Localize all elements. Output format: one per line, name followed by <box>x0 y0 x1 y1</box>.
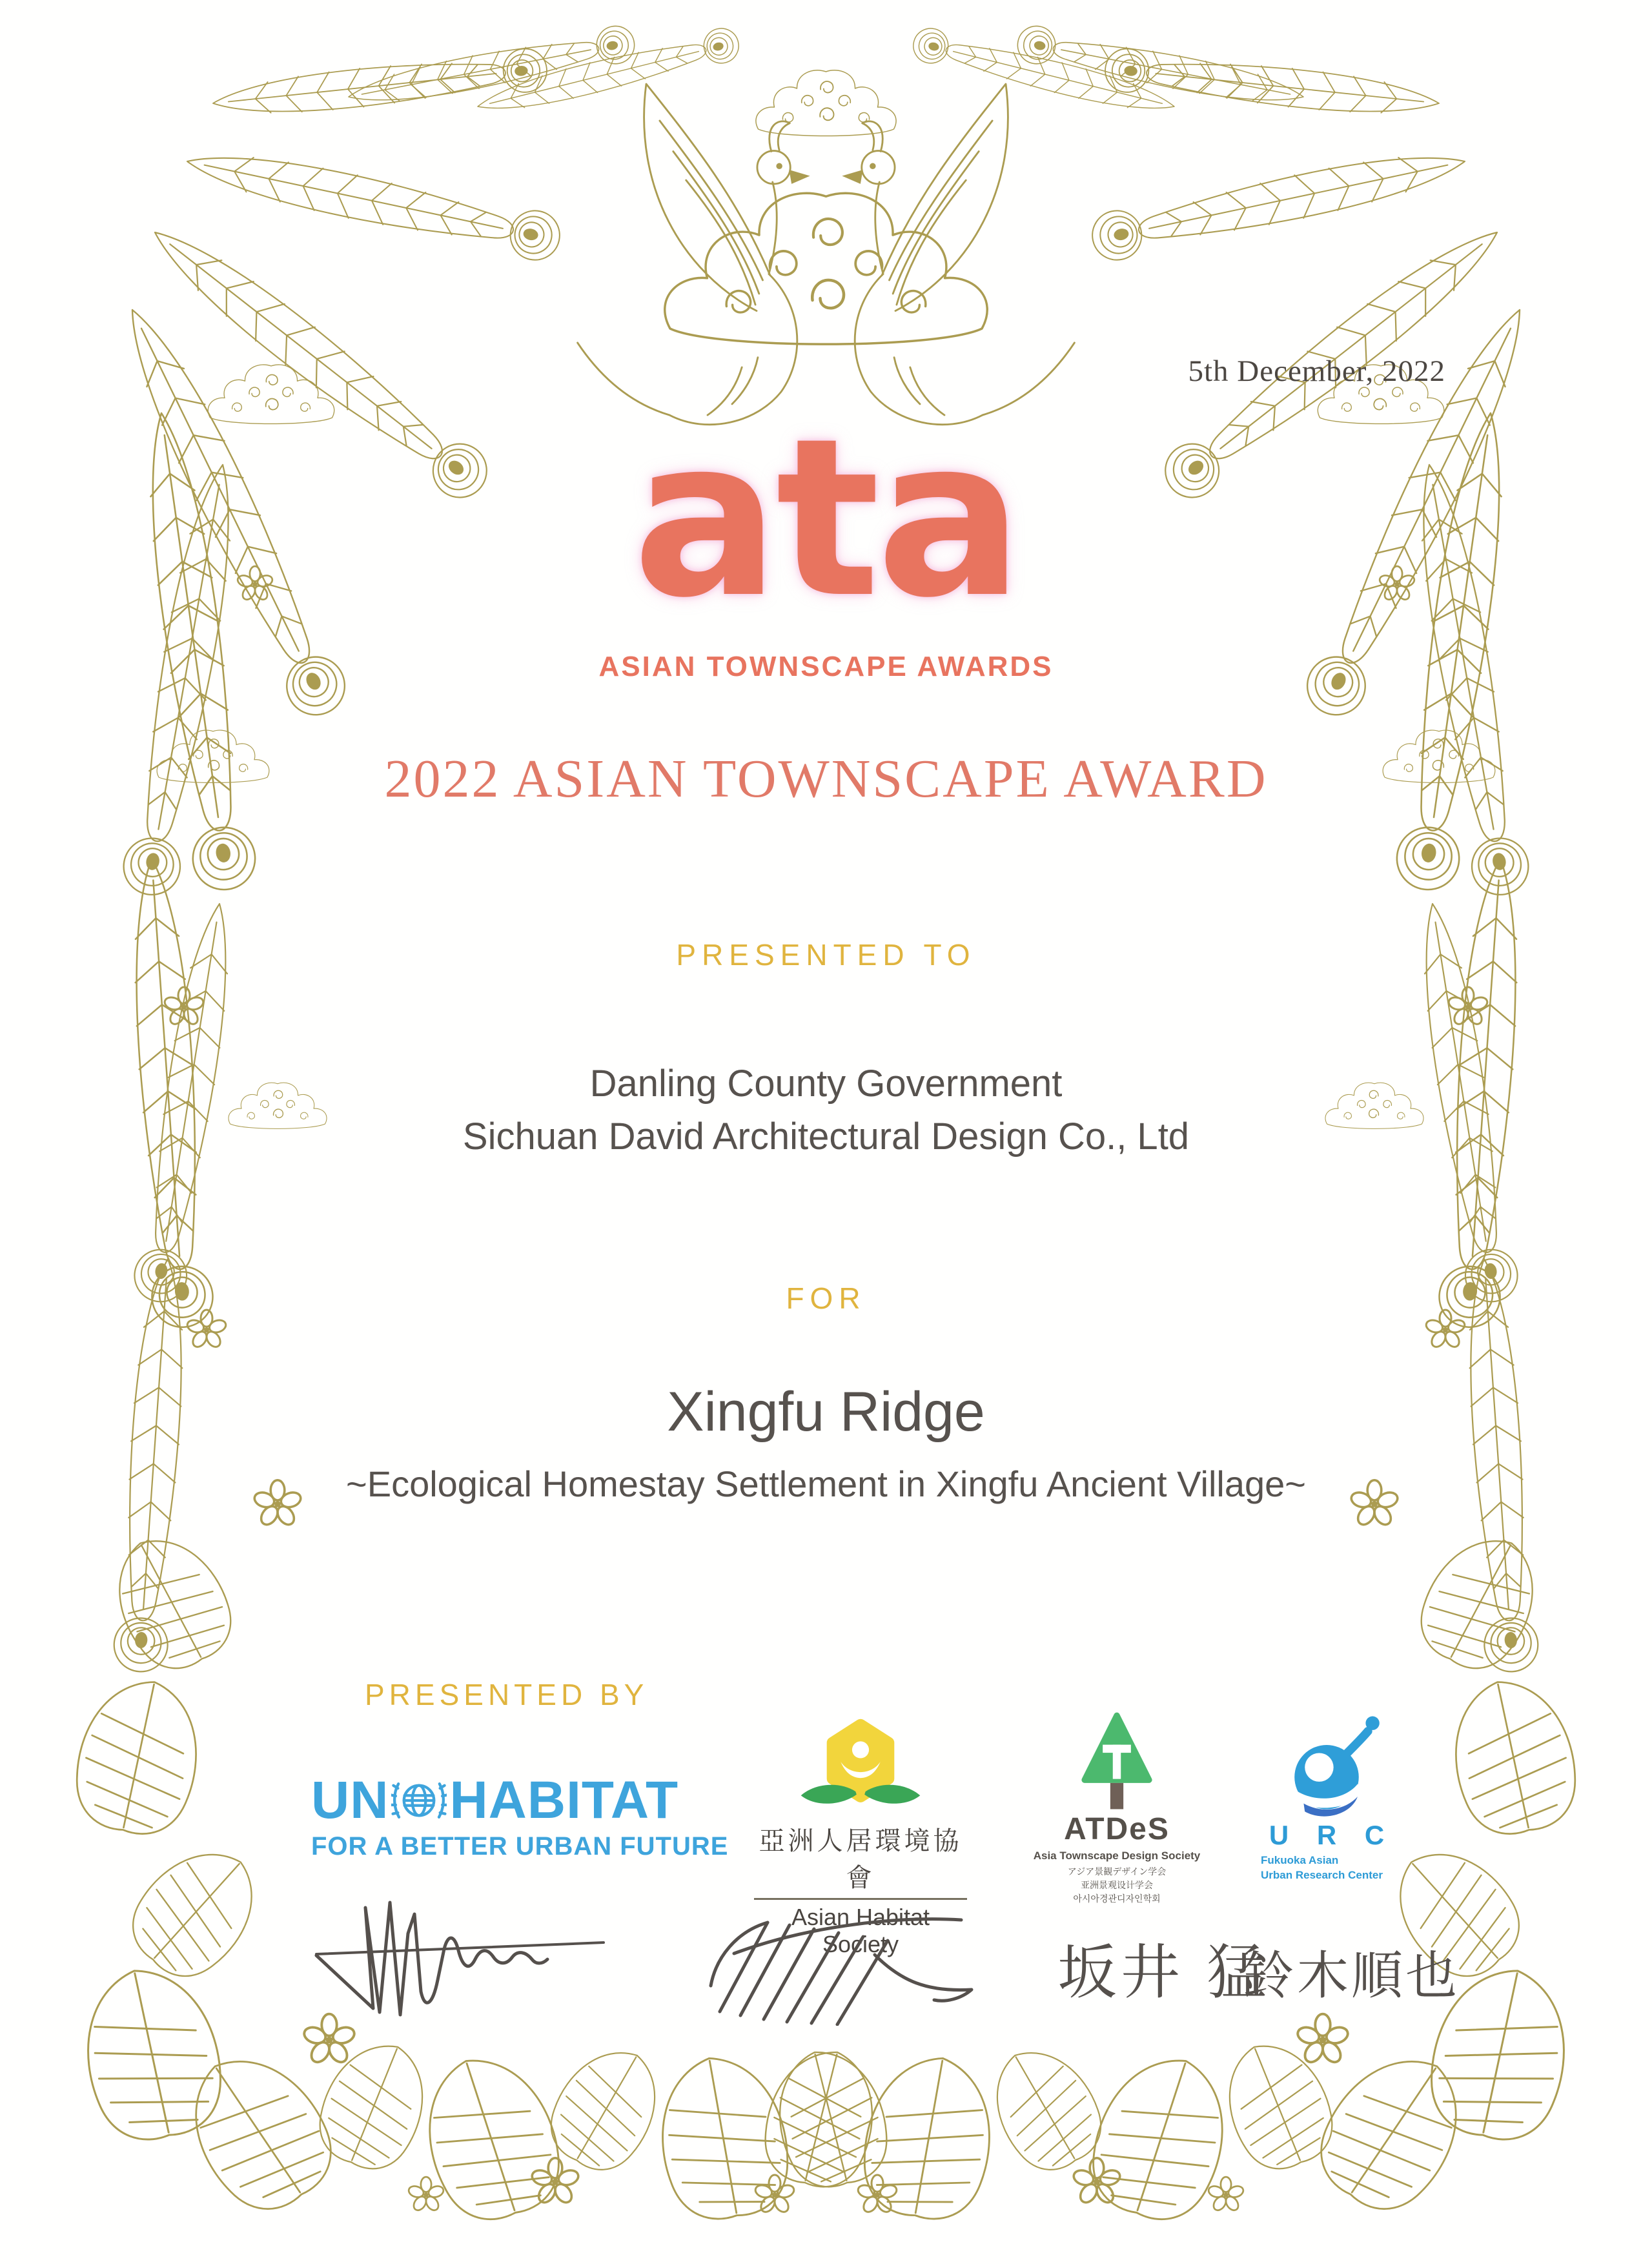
atdes-chinese-name: 亚洲景观设计学会 <box>1081 1880 1153 1890</box>
un-habitat-tagline: FOR A BETTER URBAN FUTURE <box>311 1832 729 1861</box>
recipient-line-1: Danling County Government <box>589 1063 1063 1105</box>
urc-name-line-2: Urban Research Center <box>1261 1868 1383 1881</box>
project-name: Xingfu Ridge <box>667 1381 985 1443</box>
urc-swirl-icon <box>1269 1714 1385 1817</box>
signature-un-habitat <box>303 1895 613 2024</box>
ata-logo-tagline: ASIAN TOWNSCAPE AWARDS <box>598 651 1054 682</box>
ahs-chinese-name: 亞洲人居環境協會 <box>754 1820 967 1900</box>
atdes-tree-icon <box>1068 1709 1165 1810</box>
issue-date: 5th December, 2022 <box>1188 354 1445 388</box>
atdes-japanese-name: アジア景観デザイン学会 <box>1067 1866 1167 1877</box>
ata-logo: ata <box>632 391 1020 646</box>
urc-logo <box>1243 1714 1411 1883</box>
signature-urc: 鈴木順也 <box>1243 1946 1460 2006</box>
signature-asian-habitat-society <box>700 1903 997 2026</box>
atdes-acronym: ATDeS <box>1064 1812 1170 1846</box>
un-habitat-logo <box>311 1770 728 1861</box>
signature-atdes: 坂井 猛 <box>1057 1938 1270 2007</box>
ahs-english-name: Asian Habitat Society <box>791 1904 930 1957</box>
presented-by-label: PRESENTED BY <box>365 1678 649 1711</box>
recipient-line-2: Sichuan David Architectural Design Co., Ltd <box>462 1116 1190 1158</box>
urc-name-line-1: Fukuoka Asian <box>1261 1854 1339 1866</box>
presented-to-label: PRESENTED TO <box>676 938 976 972</box>
project-subtitle: ~Ecological Homestay Settlement in Xingfu Ancient Village~ <box>346 1463 1306 1504</box>
certificate-title: 2022 ASIAN TOWNSCAPE AWARD <box>384 749 1268 809</box>
for-label: FOR <box>786 1281 866 1315</box>
recipient-names <box>0 1057 1652 1164</box>
un-emblem-icon <box>391 1773 447 1828</box>
urc-acronym: U R C <box>1269 1820 1395 1850</box>
un-habitat-wordmark-right: HABITAT <box>449 1771 679 1830</box>
un-habitat-wordmark-left: UN <box>311 1771 389 1830</box>
un-habitat-wordmark <box>311 1770 728 1831</box>
atdes-logo <box>1020 1709 1214 1906</box>
ahs-flower-icon <box>796 1718 925 1815</box>
atdes-korean-name: 아시아경관디자인학회 <box>1073 1893 1161 1904</box>
atdes-english-name: Asia Townscape Design Society <box>1033 1850 1201 1862</box>
